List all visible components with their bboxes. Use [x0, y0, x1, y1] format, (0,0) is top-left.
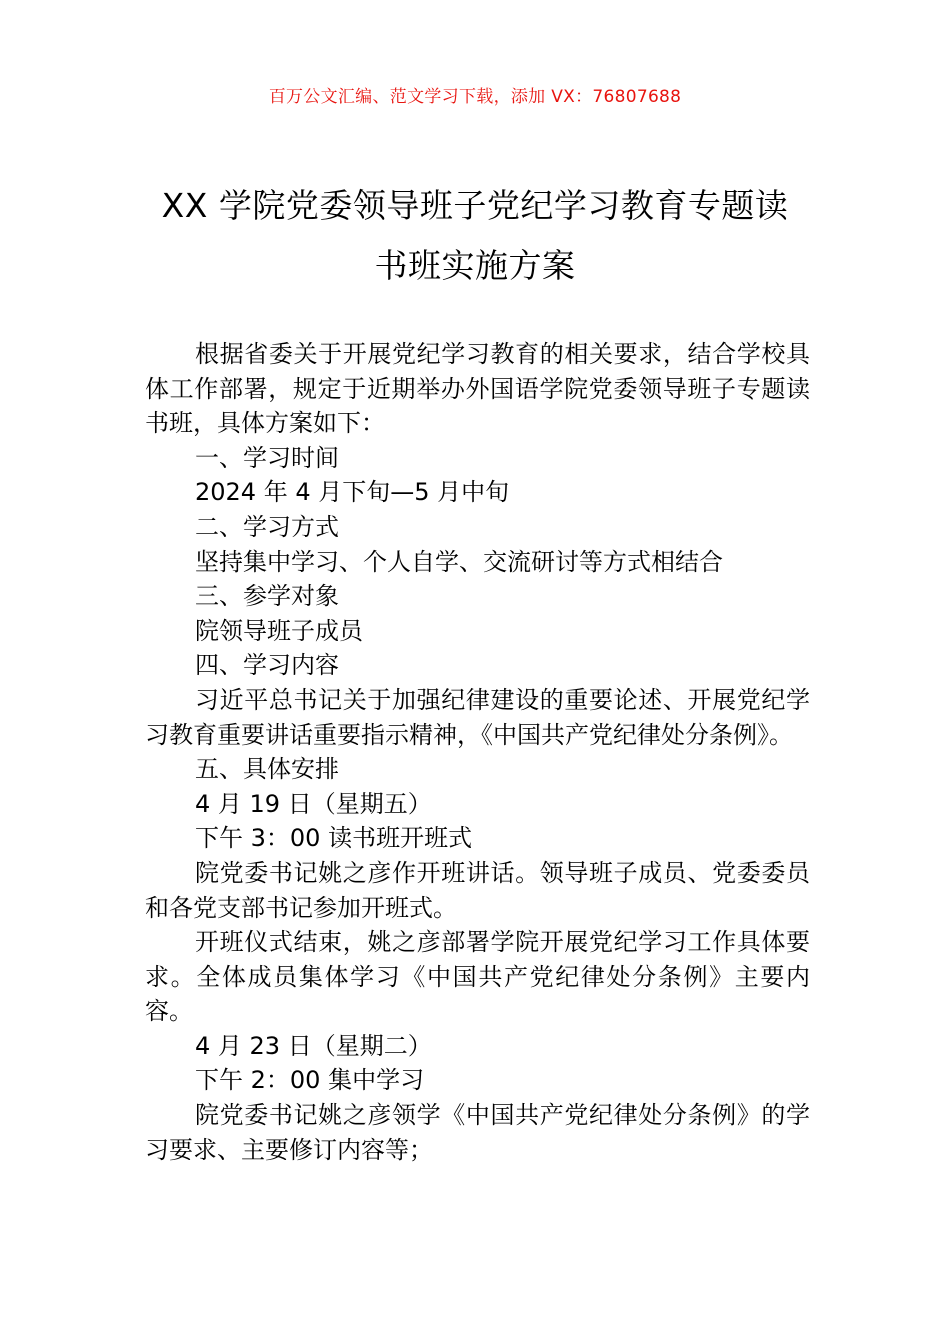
- paragraph-study-content: 习近平总书记关于加强纪律建设的重要论述、开展党纪学习教育重要讲话重要指示精神，《中国共产党纪律处分条例》。: [145, 685, 810, 749]
- paragraph-participants: 院领导班子成员: [195, 616, 363, 645]
- paragraph-intro: 根据省委关于开展党纪学习教育的相关要求，结合学校具体工作部署，规定于近期举办外国语学院党委领导班子专题读书班，具体方案如下：: [145, 340, 810, 438]
- paragraph-study-method: 坚持集中学习、个人自学、交流研讨等方式相结合: [195, 547, 723, 576]
- title-line-1: XX 学院党委领导班子党纪学习教育专题读: [161, 186, 789, 225]
- document-title: [70, 176, 880, 296]
- section-heading-study-time: 一、学习时间: [195, 443, 339, 472]
- schedule-detail-1a: 院党委书记姚之彦作开班讲话。领导班子成员、党委委员和各党支部书记参加开班式。: [145, 858, 810, 922]
- schedule-detail-1b: 开班仪式结束，姚之彦部署学院开展党纪学习工作具体要求。全体成员集体学习《中国共产党纪律处分条例》主要内容。: [145, 928, 810, 1026]
- schedule-date-2: 4 月 23 日（星期二）: [195, 1031, 432, 1060]
- section-heading-study-method: 二、学习方式: [195, 512, 339, 541]
- schedule-date-1: 4 月 19 日（星期五）: [195, 789, 432, 818]
- paragraph-study-time: 2024 年 4 月下旬—5 月中旬: [195, 478, 510, 507]
- section-heading-participants: 三、参学对象: [195, 582, 339, 611]
- document-body: [145, 337, 810, 1167]
- section-heading-study-content: 四、学习内容: [195, 651, 339, 680]
- watermark-header-note: 百万公文汇编、范文学习下载，添加 VX：76807688: [268, 87, 682, 107]
- section-heading-schedule: 五、具体安排: [195, 755, 339, 784]
- schedule-time-2: 下午 2：00 集中学习: [195, 1066, 425, 1095]
- schedule-time-1: 下午 3：00 读书班开班式: [195, 824, 473, 853]
- title-line-2: 书班实施方案: [374, 246, 576, 285]
- schedule-detail-2: 院党委书记姚之彦领学《中国共产党纪律处分条例》的学习要求、主要修订内容等；: [145, 1101, 810, 1164]
